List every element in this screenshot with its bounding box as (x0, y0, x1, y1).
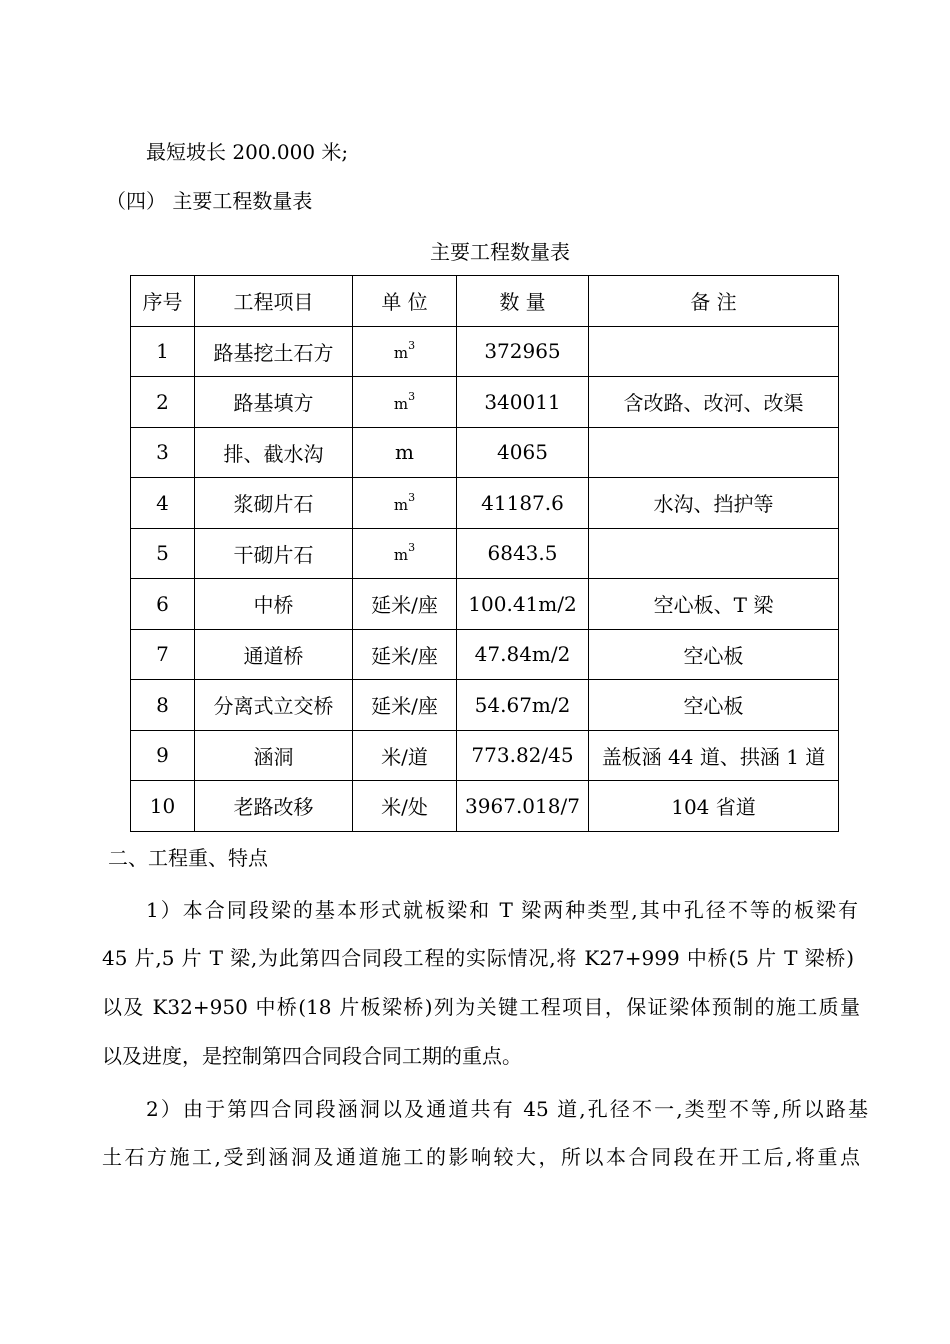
cell-no (131, 478, 195, 529)
header-no: 序号 (131, 276, 195, 327)
cell-note (589, 781, 839, 832)
cell-qty-text: 54.67m/2 (474, 692, 571, 717)
section2-heading: 二、工程重、特点 (108, 846, 268, 870)
cell-no-text: 7 (156, 642, 169, 667)
cell-no (131, 781, 195, 832)
cell-item (195, 579, 353, 630)
cell-note (589, 629, 839, 680)
cell-item-text: 涵洞 (253, 744, 294, 769)
cell-item (195, 680, 353, 731)
table-row (131, 528, 839, 579)
cell-item (195, 427, 353, 478)
table-row (131, 427, 839, 478)
cell-note-text: 含改路、改河、改渠 (623, 391, 804, 416)
cell-item-text: 干砌片石 (233, 542, 314, 567)
cell-note (589, 427, 839, 478)
cell-qty (457, 730, 589, 781)
cell-note (589, 478, 839, 529)
cell-no-text: 9 (156, 743, 169, 768)
cell-no-text: 5 (156, 541, 169, 566)
cell-note-text: 104 省道 (671, 795, 756, 820)
cell-unit (353, 377, 457, 428)
cell-item-text: 浆砌片石 (233, 492, 314, 517)
cell-unit (353, 326, 457, 377)
cell-note-text: 空心板、T 梁 (653, 593, 774, 618)
cell-qty (457, 680, 589, 731)
cell-item-text: 排、截水沟 (223, 441, 324, 466)
cell-item (195, 528, 353, 579)
cell-unit (353, 427, 457, 478)
unit-superscript: 3 (408, 490, 416, 504)
cell-no-text: 10 (149, 793, 176, 818)
table-caption: 主要工程数量表 (430, 240, 570, 264)
cell-no (131, 326, 195, 377)
table-row (131, 326, 839, 377)
header-item: 工程项目 (195, 276, 353, 327)
cell-qty-text: 372965 (484, 339, 561, 364)
cell-item-text: 分离式立交桥 (213, 694, 334, 719)
cell-unit-text: m (393, 394, 409, 413)
table-row (131, 680, 839, 731)
paragraph-1-line: 45 片,5 片 T 梁,为此第四合同段工程的实际情况,将 K27+999 中桥(5 片 T 梁桥) (102, 946, 854, 970)
paragraph-2-line: 2）由于第四合同段涵洞以及通道共有 45 道,孔径不一,类型不等,所以路基 (146, 1097, 868, 1121)
cell-unit (353, 478, 457, 529)
cell-note-text: 空心板 (683, 643, 744, 668)
cell-unit-text: 延米/座 (371, 694, 438, 719)
cell-item (195, 478, 353, 529)
cell-item-text: 通道桥 (243, 643, 304, 668)
cell-unit-text: m (393, 546, 409, 565)
cell-item (195, 730, 353, 781)
cell-qty-text: 47.84m/2 (474, 642, 571, 667)
cell-item-text: 中桥 (253, 593, 294, 618)
cell-unit (353, 781, 457, 832)
cell-item-text: 路基填方 (233, 391, 314, 416)
cell-no-text: 2 (156, 389, 169, 414)
cell-note (589, 730, 839, 781)
cell-unit-text: 米/道 (381, 744, 428, 769)
cell-note-text: 水沟、挡护等 (653, 492, 774, 517)
cell-no (131, 629, 195, 680)
cell-no (131, 730, 195, 781)
section-heading: （四） 主要工程数量表 (106, 189, 313, 213)
cell-unit-text: m (395, 440, 414, 465)
unit-superscript: 3 (408, 339, 416, 353)
cell-unit-text: 延米/座 (371, 593, 438, 618)
cell-note-text: 盖板涵 44 道、拱涵 1 道 (601, 744, 826, 769)
cell-item (195, 629, 353, 680)
cell-unit-text: 延米/座 (371, 643, 438, 668)
unit-superscript: 3 (408, 389, 416, 403)
header-qty: 数 量 (457, 276, 589, 327)
cell-qty-text: 4065 (497, 440, 548, 465)
cell-no (131, 377, 195, 428)
cell-note (589, 377, 839, 428)
cell-qty (457, 377, 589, 428)
cell-item-text: 路基挖土石方 (213, 340, 334, 365)
cell-qty (457, 781, 589, 832)
cell-qty-text: 41187.6 (481, 490, 564, 515)
intro-line: 最短坡长 200.000 米; (146, 140, 349, 164)
cell-unit (353, 579, 457, 630)
cell-qty-text: 6843.5 (487, 541, 558, 566)
paragraph-1-line: 1）本合同段梁的基本形式就板梁和 T 梁两种类型,其中孔径不等的板梁有 (146, 898, 858, 922)
cell-qty (457, 326, 589, 377)
cell-qty (457, 478, 589, 529)
cell-item-text: 老路改移 (233, 795, 314, 820)
cell-unit (353, 730, 457, 781)
cell-no (131, 579, 195, 630)
cell-no (131, 427, 195, 478)
cell-unit (353, 528, 457, 579)
cell-note (589, 680, 839, 731)
paragraph-2-line: 土石方施工,受到涵洞及通道施工的影响较大，所以本合同段在开工后,将重点 (102, 1145, 860, 1169)
cell-qty (457, 629, 589, 680)
paragraph-1-line: 以及 K32+950 中桥(18 片板梁桥)列为关键工程项目，保证梁体预制的施工质量 (102, 995, 860, 1019)
cell-no-text: 4 (156, 490, 169, 515)
cell-unit-text: m (393, 344, 409, 363)
cell-qty-text: 100.41m/2 (468, 591, 577, 616)
cell-qty-text: 340011 (484, 389, 561, 414)
table-row (131, 478, 839, 529)
cell-note (589, 579, 839, 630)
cell-unit-text: m (393, 495, 409, 514)
cell-no-text: 1 (156, 339, 169, 364)
cell-note-text: 空心板 (683, 694, 744, 719)
unit-superscript: 3 (408, 541, 416, 555)
cell-no (131, 680, 195, 731)
cell-item (195, 377, 353, 428)
cell-unit (353, 680, 457, 731)
cell-note (589, 326, 839, 377)
table-row (131, 730, 839, 781)
cell-qty-text: 773.82/45 (471, 743, 574, 768)
cell-qty (457, 427, 589, 478)
cell-no (131, 528, 195, 579)
header-note: 备 注 (589, 276, 839, 327)
cell-no-text: 6 (156, 591, 169, 616)
table-row (131, 377, 839, 428)
cell-no-text: 3 (156, 440, 169, 465)
cell-note (589, 528, 839, 579)
quantity-table (130, 275, 839, 832)
table-row (131, 781, 839, 832)
table-row (131, 629, 839, 680)
table-row (131, 579, 839, 630)
cell-qty (457, 528, 589, 579)
cell-qty-text: 3967.018/7 (465, 793, 580, 818)
cell-no-text: 8 (156, 692, 169, 717)
table-header-row (131, 276, 839, 327)
cell-item (195, 326, 353, 377)
cell-unit (353, 629, 457, 680)
header-unit: 单 位 (353, 276, 457, 327)
cell-unit-text: 米/处 (381, 795, 428, 820)
cell-qty (457, 579, 589, 630)
cell-item (195, 781, 353, 832)
paragraph-1-line: 以及进度，是控制第四合同段合同工期的重点。 (102, 1044, 522, 1068)
